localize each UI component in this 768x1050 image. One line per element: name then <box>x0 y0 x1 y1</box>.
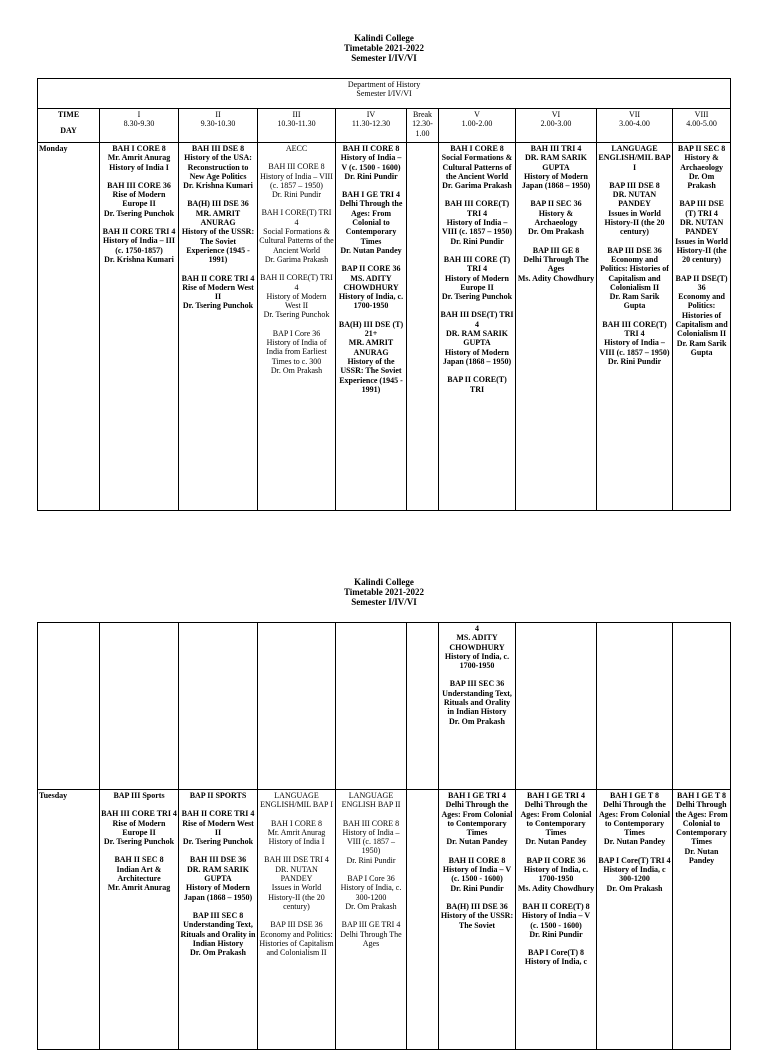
department-title <box>38 79 731 109</box>
period-num: II <box>215 110 221 119</box>
period-header <box>673 109 731 143</box>
class-entry: BAP III GE 8 Delhi Through The Ages Ms. Adity Chowdhury <box>517 245 595 283</box>
timetable-cell <box>673 143 731 511</box>
period-time: 1.00-2.00 <box>461 119 493 129</box>
period-time: 4.00-5.00 <box>686 119 717 129</box>
day-cell-monday: Monday <box>38 143 100 511</box>
department-semester: Semester I/IV/VI <box>356 89 412 99</box>
class-entry: BAH III DSE 36 DR. RAM SARIK GUPTA History of Modern Japan (1868 – 1950) <box>183 855 253 902</box>
period-num: III <box>292 110 301 119</box>
class-entry: LANGUAGE ENGLISH/MIL BAP I <box>598 144 671 172</box>
class-entry: BAH II CORE 8 History of India – V (c. 1500 - 1600) Dr. Rini Pundir <box>340 144 402 181</box>
class-entry: BAH III DSE TRI 4 DR. NUTAN PANDEY Issues in World History-II (the 20 century) <box>264 855 329 911</box>
period-time: 3.00-4.00 <box>619 119 650 129</box>
timetable-cell <box>597 143 673 511</box>
period-num: VI <box>551 110 561 119</box>
class-entry: BAH I GE T 8 Delhi Through the Ages: From Colonial to Contemporary Times Dr. Nutan Pandey <box>599 791 670 847</box>
timetable-cell <box>439 623 516 790</box>
class-entry: BAH II CORE(T) TRI 4 History of Modern West II Dr. Tsering Punchok <box>260 273 333 320</box>
class-entry: BA(H) III DSE 36 History of the USSR: The Soviet <box>440 901 514 930</box>
period-header <box>516 109 597 143</box>
empty-cell <box>597 623 673 790</box>
class-entry: BAH III CORE 8 History of India – VIII (c. 1857 – 1950) Dr. Rini Pundir <box>342 818 400 865</box>
class-entry: BA(H) III DSE 36 MR. AMRIT ANURAG History of the USSR: The Soviet Experience (1945 - 1991) <box>181 199 255 265</box>
empty-cell <box>516 623 597 790</box>
period-num: VIII <box>694 110 709 119</box>
page2-header <box>0 577 768 607</box>
day-cell-tuesday: Tuesday <box>38 790 100 1050</box>
timetable-year: Timetable 2021-2022 <box>343 43 425 53</box>
class-entry: BAH III CORE 8 History of India – VIII (c. 1857 – 1950) Dr. Rini Pundir <box>260 162 333 200</box>
class-entry: BAH I GE TRI 4 Delhi Through the Ages: From Colonial to Contemporary Times Dr. Nutan Pandey <box>441 791 513 847</box>
timetable-cell <box>100 143 179 511</box>
period-header <box>336 109 407 143</box>
semester-label: Semester I/IV/VI <box>351 53 417 63</box>
class-entry: LANGUAGE ENGLISH BAP II <box>341 791 401 810</box>
timetable-page2 <box>37 622 731 1050</box>
class-entry: BAP III DSE 36 Economy and Politics: Histories of Capitalism and Colonialism II Dr. Ram Sarik Gupta <box>600 245 669 311</box>
class-entry: BAH II CORE(T) 8 History of India – V (c. 1500 - 1600) Dr. Rini Pundir <box>521 901 591 939</box>
period-header <box>100 109 179 143</box>
class-entry: BAH III DSE 8 History of the USA: Reconstruction to New Age Politics Dr. Krishna Kumari <box>183 144 253 191</box>
class-entry: BAH I GE T 8 Delhi Through the Ages: From Colonial to Contemporary Times Dr. Nutan Pandey <box>675 791 728 866</box>
department-name: Department of History <box>347 80 421 89</box>
class-entry: BAH I GE TRI 4 Delhi Through the Ages: From Colonial to Contemporary Times Dr. Nutan Pandey <box>520 791 592 847</box>
class-entry: BAH I CORE 8 Mr. Amrit Anurag History of India I <box>267 818 326 847</box>
class-entry: BAP II SEC 36 History & Archaeology Dr. Om Prakash <box>528 199 584 237</box>
class-entry: BAH II CORE TRI 4 Rise of Modern West II Dr. Tsering Punchok <box>181 809 255 847</box>
period-num: IV <box>366 110 376 119</box>
class-entry: BAP II DSE(T) 36 Economy and Politics: Histories of Capitalism and Colonialism II Dr. Ram Sarik Gupta <box>675 273 728 357</box>
page1-header <box>0 33 768 63</box>
class-entry: BAH I CORE 8 Social Formations & Cultural Patterns of the Ancient World Dr. Garima Prakash <box>441 144 513 191</box>
timetable-cell <box>439 790 516 1050</box>
class-entry: AECC <box>285 144 308 153</box>
class-entry: BAP III SEC 36 Understanding Text, Rituals and Orality in Indian History Dr. Om Prakash <box>442 679 512 726</box>
class-entry: BAP III SEC 8 Understanding Text, Rituals and Orality in Indian History Dr. Om Prakash <box>180 910 256 958</box>
class-entry: BAH III TRI 4 DR. RAM SARIK GUPTA History of Modern Japan (1868 – 1950) <box>521 144 591 191</box>
period-header <box>179 109 258 143</box>
class-entry: BAP II CORE 36 MS. ADITY CHOWDHURY History of India, c. 1700-1950 <box>338 264 404 311</box>
period-time: 9.30-10.30 <box>200 119 236 129</box>
class-entry: BAH I GE TRI 4 Delhi Through the Ages: From Colonial to Contemporary Times Dr. Nutan Pandey <box>339 190 403 255</box>
timetable-cell <box>100 790 179 1050</box>
semester-label: Semester I/IV/VI <box>351 597 417 607</box>
timetable-cell <box>258 143 336 511</box>
class-entry: BAP III DSE 8 DR. NUTAN PANDEY Issues in World History-II (the 20 century) <box>604 180 665 237</box>
continued-row <box>38 623 731 790</box>
period-time: 2.00-3.00 <box>540 119 572 129</box>
class-entry: BAP II SEC 8 History & Archaeology Dr. Om Prakash <box>677 144 726 191</box>
empty-cell <box>673 623 731 790</box>
empty-cell <box>258 623 336 790</box>
break-cell <box>407 790 439 1050</box>
period-header <box>597 109 673 143</box>
period-time: 11.30-12.30 <box>351 119 391 129</box>
period-num: V <box>474 110 480 119</box>
day-label: DAY <box>60 126 77 136</box>
class-entry: BAH II CORE 8 History of India – V (c. 1500 - 1600) Dr. Rini Pundir <box>442 855 512 893</box>
timetable-cell <box>179 143 258 511</box>
class-entry: BAH III DSE(T) TRI 4 DR. RAM SARIK GUPTA History of Modern Japan (1868 – 1950) <box>440 310 514 366</box>
period-header <box>258 109 336 143</box>
class-entry: BAH II SEC 8 Indian Art & Architecture Mr. Amrit Anurag <box>107 855 171 893</box>
time-label: TIME <box>57 110 80 119</box>
class-entry: BA(H) III DSE (T) 21+ MR. AMRIT ANURAG History of the USSR: The Soviet Experience (1945 - 1991) <box>338 319 404 394</box>
class-entry: BAP I Core(T) 8 History of India, c <box>524 948 588 967</box>
tuesday-row <box>38 790 731 1050</box>
timetable-cell <box>336 790 407 1050</box>
period-num: Break <box>412 110 433 119</box>
class-entry: BAP III DSE (T) TRI 4 DR. NUTAN PANDEY Issues in World History-II (the 20 century) <box>675 199 728 265</box>
timetable-cell <box>439 143 516 511</box>
class-entry: BAP II SPORTS <box>189 791 247 800</box>
class-entry: BAH III CORE(T) TRI 4 History of India – VIII (c. 1857 – 1950) Dr. Rini Pundir <box>599 319 670 366</box>
timetable-year: Timetable 2021-2022 <box>343 587 425 597</box>
timetable-cell <box>597 790 673 1050</box>
empty-cell <box>407 623 439 790</box>
period-time: 8.30-9.30 <box>123 119 155 129</box>
empty-cell <box>336 623 407 790</box>
class-entry: BAH II CORE TRI 4 History of India – III (c. 1750-1857) Dr. Krishna Kumari <box>102 227 176 264</box>
period-num: I <box>137 110 141 119</box>
class-entry: BAP III DSE 36 Economy and Politics: Histories of Capitalism and Colonialism II <box>259 920 334 958</box>
monday-row <box>38 143 731 511</box>
timetable-cell <box>673 790 731 1050</box>
timetable-cell <box>336 143 407 511</box>
timetable-cell <box>258 790 336 1050</box>
class-entry: BAH III CORE (T) TRI 4 History of Modern Europe II Dr. Tsering Punchok <box>441 254 513 302</box>
class-entry: BAH III CORE TRI 4 Rise of Modern Europe II Dr. Tsering Punchok <box>101 809 177 847</box>
college-name: Kalindi College <box>354 577 414 587</box>
class-entry: 4 MS. ADITY CHOWDHURY History of India, c. 1700-1950 <box>444 624 510 671</box>
timetable-page1 <box>37 78 731 511</box>
class-entry: BAH III CORE(T) TRI 4 History of India – VIII (c. 1857 – 1950) Dr. Rini Pundir <box>442 199 512 246</box>
college-name: Kalindi College <box>354 33 414 43</box>
period-time: 10.30-11.30 <box>277 119 316 129</box>
class-entry: BAH III CORE 36 Rise of Modern Europe II Dr. Tsering Punchok <box>103 180 175 218</box>
class-entry: BAP I Core(T) TRI 4 History of India, c 300-1200 Dr. Om Prakash <box>598 855 671 893</box>
break-cell <box>407 143 439 511</box>
period-time: 12.30-1.00 <box>412 119 433 138</box>
class-entry: BAP II CORE 36 History of India, c. 1700-1950 Ms. Adity Chowdhury <box>517 855 595 893</box>
class-entry: BAP I Core 36 History of India of India from Earliest Times to c. 300 Dr. Om Prakash <box>266 328 327 375</box>
class-entry: BAH I CORE(T) TRI 4 Social Formations & Cultural Patterns of the Ancient World Dr. Garima Prakash <box>259 208 334 264</box>
class-entry: BAP III GE TRI 4 Delhi Through The Ages <box>340 920 402 948</box>
empty-cell <box>179 623 258 790</box>
period-num: VII <box>628 110 641 119</box>
period-header <box>439 109 516 143</box>
timetable-cell <box>516 790 597 1050</box>
empty-cell <box>100 623 179 790</box>
period-header <box>407 109 439 143</box>
timetable-cell <box>516 143 597 511</box>
time-day-header <box>38 109 100 143</box>
empty-cell <box>38 623 100 790</box>
class-entry: BAH I CORE 8 Mr. Amrit Anurag History of India I <box>107 144 171 172</box>
class-entry: LANGUAGE ENGLISH/MIL BAP I <box>260 791 333 810</box>
class-entry: BAP II CORE(T) TRI <box>447 375 507 394</box>
timetable-cell <box>179 790 258 1050</box>
class-entry: BAH II CORE TRI 4 Rise of Modern West II Dr. Tsering Punchok <box>181 273 255 311</box>
class-entry: BAP III Sports <box>113 791 165 800</box>
class-entry: BAP I Core 36 History of India, c. 300-1200 Dr. Om Prakash <box>340 874 402 911</box>
